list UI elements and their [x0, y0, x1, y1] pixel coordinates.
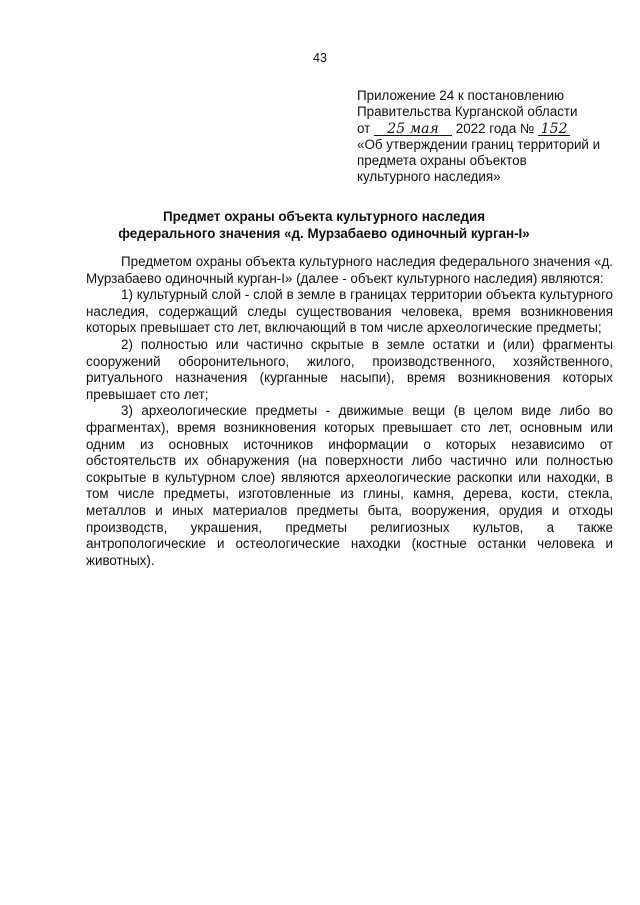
year-text: 2022 года — [455, 120, 517, 136]
handwritten-number: 152 — [538, 123, 570, 136]
document-body — [86, 254, 613, 569]
paragraph-item-2: 2) полностью или частично скрытые в земле остатки и (или) фрагменты сооружений оборонительного, жилого, производственного, хозяйственного, ритуального назначения (курганные насыпи), время возникновения которых превышает сто лет; — [86, 336, 613, 402]
date-prefix: от — [357, 120, 371, 136]
appendix-line-5: предмета охраны объектов — [357, 153, 527, 169]
title-line-1: Предмет охраны объекта культурного наследия — [162, 209, 486, 224]
number-prefix: № — [520, 120, 535, 136]
appendix-date-line — [357, 121, 617, 137]
title-line-2: федерального значения «д. Мурзабаево одиночный курган-I» — [118, 225, 530, 241]
appendix-header — [357, 88, 617, 186]
appendix-line-2: Правительства Курганской области — [357, 104, 578, 120]
handwritten-date: 25 мая — [374, 123, 452, 136]
appendix-line-6: культурного наследия» — [357, 169, 501, 185]
paragraph-item-3: 3) археологические предметы - движимые вещи (в целом виде либо во фрагментах), время возникновения которых превышает сто лет, основным или одним из основных источников информации о которых независимо от обстоятельств их обнаружения (на поверхности либо частично или полностью сокрытые в культурном слое) являются археологические раскопки или находки, в том числе предметы, изготовленные из глины, камня, дерева, кости, стекла, металлов и иных материалов предметы быта, вооружения, орудия и отходы производств, украшения, предметы религиозных культов, а также антропологические и остеологические находки (костные останки человека и животных). — [86, 403, 613, 568]
appendix-line-4: «Об утверждении границ территорий и — [357, 136, 601, 152]
paragraph-item-1: 1) культурный слой - слой в земле в границах территории объекта культурного наследия, содержащий следы существования человека, время возникновения которых превышает сто лет, включающий в том числе археологические предметы; — [86, 287, 613, 336]
document-title — [84, 209, 564, 242]
appendix-line-1: Приложение 24 к постановлению — [357, 88, 565, 103]
paragraph-intro: Предметом охраны объекта культурного наследия федерального значения «д. Мурзабаево одиночный курган-I» (далее - объект культурного наследия) являются: — [86, 254, 613, 286]
page-number: 43 — [313, 51, 327, 65]
